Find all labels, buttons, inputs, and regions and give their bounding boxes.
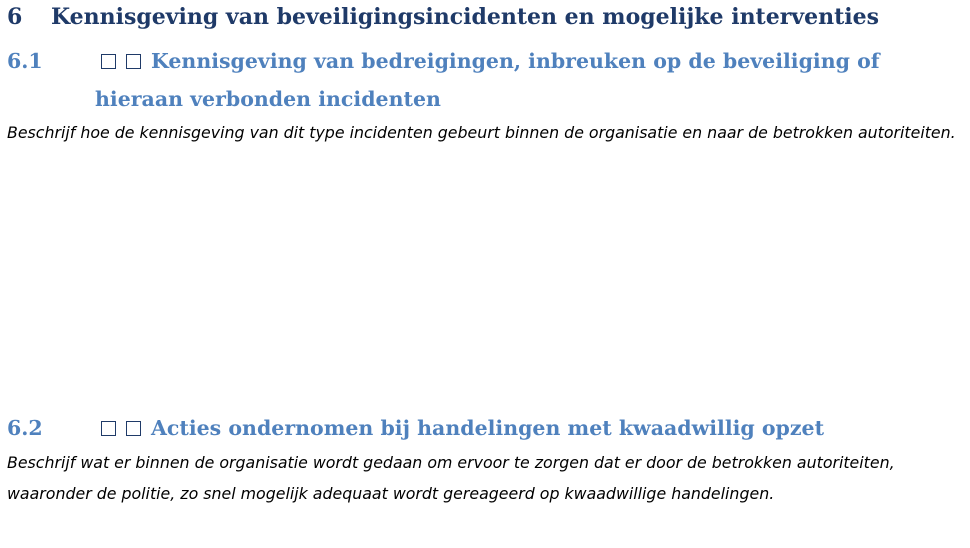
checkbox-6-1-b[interactable] (126, 54, 141, 69)
section-6-number: 6 (7, 4, 23, 30)
checkbox-6-2-b[interactable] (126, 421, 141, 436)
section-6-heading (7, 1, 879, 33)
section-6-1-title-block (95, 42, 945, 118)
section-6-2-description: Beschrijf wat er binnen de organisatie wordt gedaan om ervoor te zorgen dat er door de betrokken autoriteiten, waaronder de politie, zo snel mogelijk adequaat wordt gereageerd op kwaadwillige handelingen. (7, 453, 895, 503)
section-6-2-number: 6.2 (7, 416, 43, 440)
section-6-2-title: Acties ondernomen bij handelingen met kwaadwillig opzet (151, 416, 825, 440)
section-6-1-number: 6.1 (7, 49, 43, 73)
checkbox-6-2-a[interactable] (101, 421, 116, 436)
section-6-2-title-block (95, 409, 945, 447)
section-6-1-title-line1: Kennisgeving van bedreigingen, inbreuken op de beveiliging of (151, 49, 880, 73)
checkbox-6-1-a[interactable] (101, 54, 116, 69)
section-6-title: Kennisgeving van beveiligingsincidenten en mogelijke interventies (51, 4, 879, 30)
section-6-1-title-line2: hieraan verbonden incidenten (95, 87, 441, 111)
section-6-1-description: Beschrijf hoe de kennisgeving van dit type incidenten gebeurt binnen de organisatie en naar de betrokken autoriteiten. (7, 123, 956, 142)
